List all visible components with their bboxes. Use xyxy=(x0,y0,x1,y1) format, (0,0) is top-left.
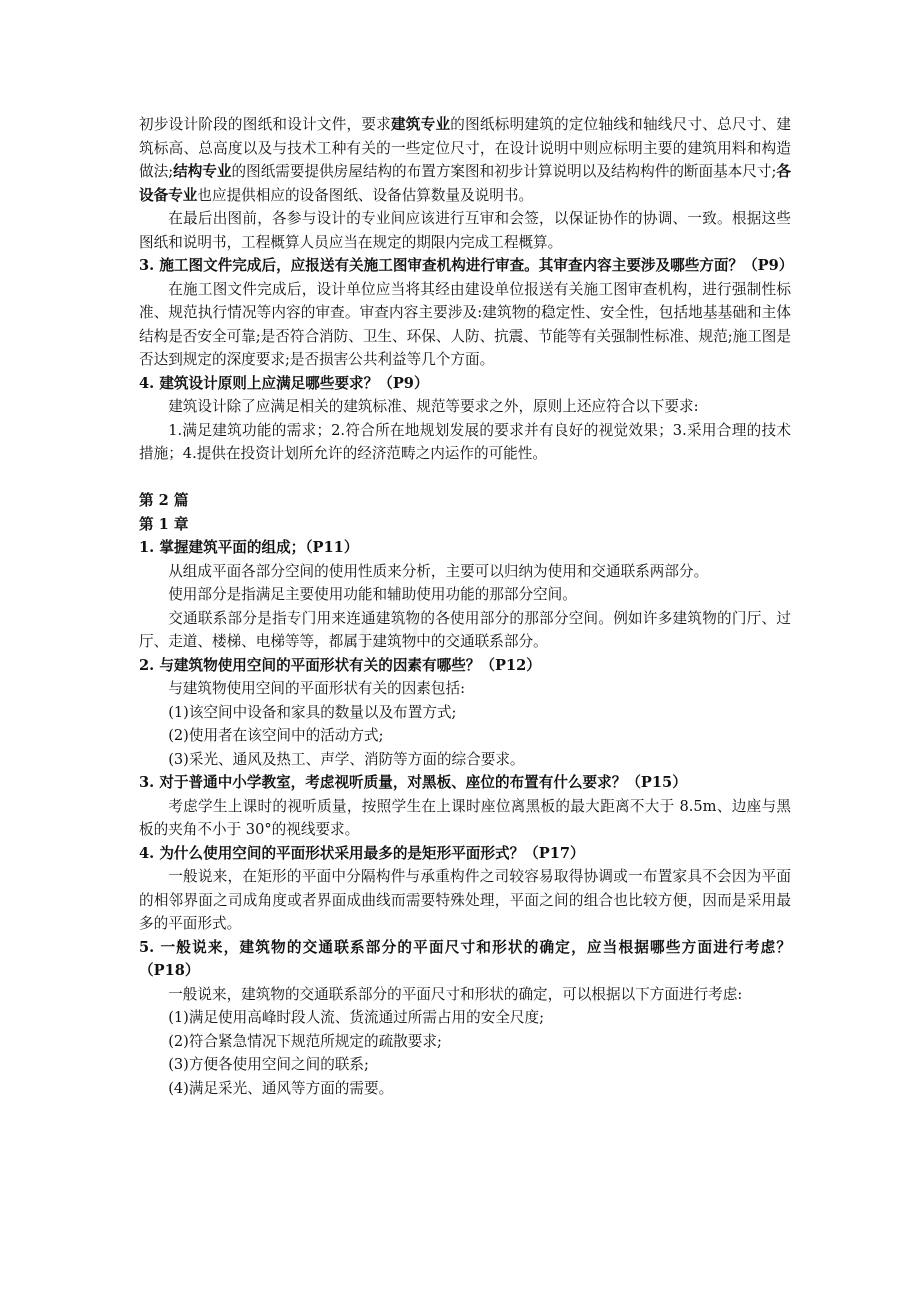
question-4-heading: 4. 建筑设计原则上应满足哪些要求？（P9） xyxy=(139,374,429,392)
list-item: (3)方便各使用空间之间的联系; xyxy=(168,1056,369,1073)
part-heading: 第 2 篇 xyxy=(139,492,189,509)
bold-term-equipment: 各设备专业 xyxy=(139,163,791,204)
bold-term-structure: 结构专业 xyxy=(173,163,232,180)
list-item: (4)满足采光、通风等方面的需要。 xyxy=(168,1079,394,1097)
chapter-answer-1-p1: 从组成平面各部分空间的使用性质来分析，主要可以归纳为使用和交通联系两部分。 xyxy=(168,562,709,580)
answer-4-list: 1.满足建筑功能的需求；2.符合所在地规划发展的要求并有良好的视觉效果；3.采用合理的技术措施；4.提供在投资计划所允许的经济范畴之内运作的可能性。 xyxy=(139,421,791,462)
text-run: 初步设计阶段的图纸和设计文件，要求 xyxy=(139,116,391,133)
bold-term-architecture: 建筑专业 xyxy=(390,116,451,133)
chapter-heading: 第 1 章 xyxy=(139,515,189,533)
chapter-answer-1-p2: 使用部分是指满足主要使用功能和辅助使用功能的那部分空间。 xyxy=(168,586,577,603)
chapter-answer-5-intro: 一般说来，建筑物的交通联系部分的平面尺寸和形状的确定，可以根据以下方面进行考虑: xyxy=(168,985,743,1003)
chapter-answer-3: 考虑学生上课时的视听质量，按照学生在上课时座位离黑板的最大距离不大于 8.5m、边座与黑板的夹角不小于 30°的视线要求。 xyxy=(139,797,791,838)
chapter-answer-2-intro: 与建筑物使用空间的平面形状有关的因素包括: xyxy=(168,680,465,697)
paragraph-review: 在最后出图前，各参与设计的专业间应该进行互审和会签，以保证协作的协调、一致。根据这些图纸和说明书，工程概算人员应当在规定的期限内完成工程概算。 xyxy=(139,210,791,251)
chapter-question-4-heading: 4. 为什么使用空间的平面形状采用最多的是矩形平面形式？（P17） xyxy=(139,844,585,862)
answer-4-intro: 建筑设计除了应满足相关的建筑标准、规范等要求之外，原则上还应符合以下要求: xyxy=(168,398,699,415)
question-3-heading: 3. 施工图文件完成后，应报送有关施工图审查机构进行审查。其审查内容主要涉及哪些方面？（P9） xyxy=(139,257,794,274)
chapter-question-2-heading: 2. 与建筑物使用空间的平面形状有关的因素有哪些？（P12） xyxy=(139,656,541,674)
document-page xyxy=(139,113,794,1100)
chapter-answer-4: 一般说来，在矩形的平面中分隔构件与承重构件之司较容易取得协调或一布置家具不会因为平面的相邻界面之司成角度或者界面成曲线而需要特殊处理，平面之间的组合也比较方便，因而是采用最多的平面形式。 xyxy=(139,868,791,932)
watermark-text: .cn xyxy=(340,600,425,660)
list-item: (3)采光、通风及热工、声学、消防等方面的综合要求。 xyxy=(168,750,525,768)
chapter-question-5-heading: 5. 一般说来，建筑物的交通联系部分的平面尺寸和形状的确定，应当根据哪些方面进行考虑？（P18） xyxy=(139,938,791,979)
answer-3: 在施工图文件完成后，设计单位应当将其经由建设单位报送有关施工图审查机构，进行强制性标准、规范执行情况等内容的审查。审查内容主要涉及:建筑物的稳定性、安全性，包括地基基础和主体结构是否安全可靠;是否符合消防、卫生、环保、人防、抗震、节能等有关强制性标准、规范;施工图是否达到规定的深度要求;是否损害公共利益等几个方面。 xyxy=(139,280,791,368)
text-run: 的图纸标明建筑的定位轴线和轴线尺寸、总尺寸、建筑标高、总高度以及与技术工种有关的一些定位尺寸，在设计说明中则应标明主要的建筑用料和构造做法; xyxy=(139,116,791,180)
chapter-question-3-heading: 3. 对于普通中小学教室，考虑视听质量，对黑板、座位的布置有什么要求？（P15） xyxy=(139,774,687,791)
list-item: (1)满足使用高峰时段人流、货流通过所需占用的安全尺度; xyxy=(168,1009,545,1026)
list-item: (1)该空间中设备和家具的数量以及布置方式; xyxy=(168,703,457,721)
text-run: 也应提供相应的设备图纸、设备估算数量及说明书。 xyxy=(197,186,534,204)
chapter-answer-1-p3: 交通联系部分是指专门用来连通建筑物的各使用部分的那部分空间。例如许多建筑物的门厅、过厅、走道、楼梯、电梯等等，都属于建筑物中的交通联系部分。 xyxy=(139,609,791,650)
section-gap xyxy=(139,466,791,490)
list-item: (2)符合紧急情况下规范所规定的疏散要求; xyxy=(168,1032,442,1050)
text-run: 的图纸需要提供房屋结构的布置方案图和初步计算说明以及结构构件的断面基本尺寸; xyxy=(231,163,777,180)
chapter-question-1-heading: 1. 掌握建筑平面的组成；（P11） xyxy=(139,539,359,556)
list-item: (2)使用者在该空间中的活动方式; xyxy=(168,727,384,744)
paragraph-design-docs xyxy=(139,113,791,207)
